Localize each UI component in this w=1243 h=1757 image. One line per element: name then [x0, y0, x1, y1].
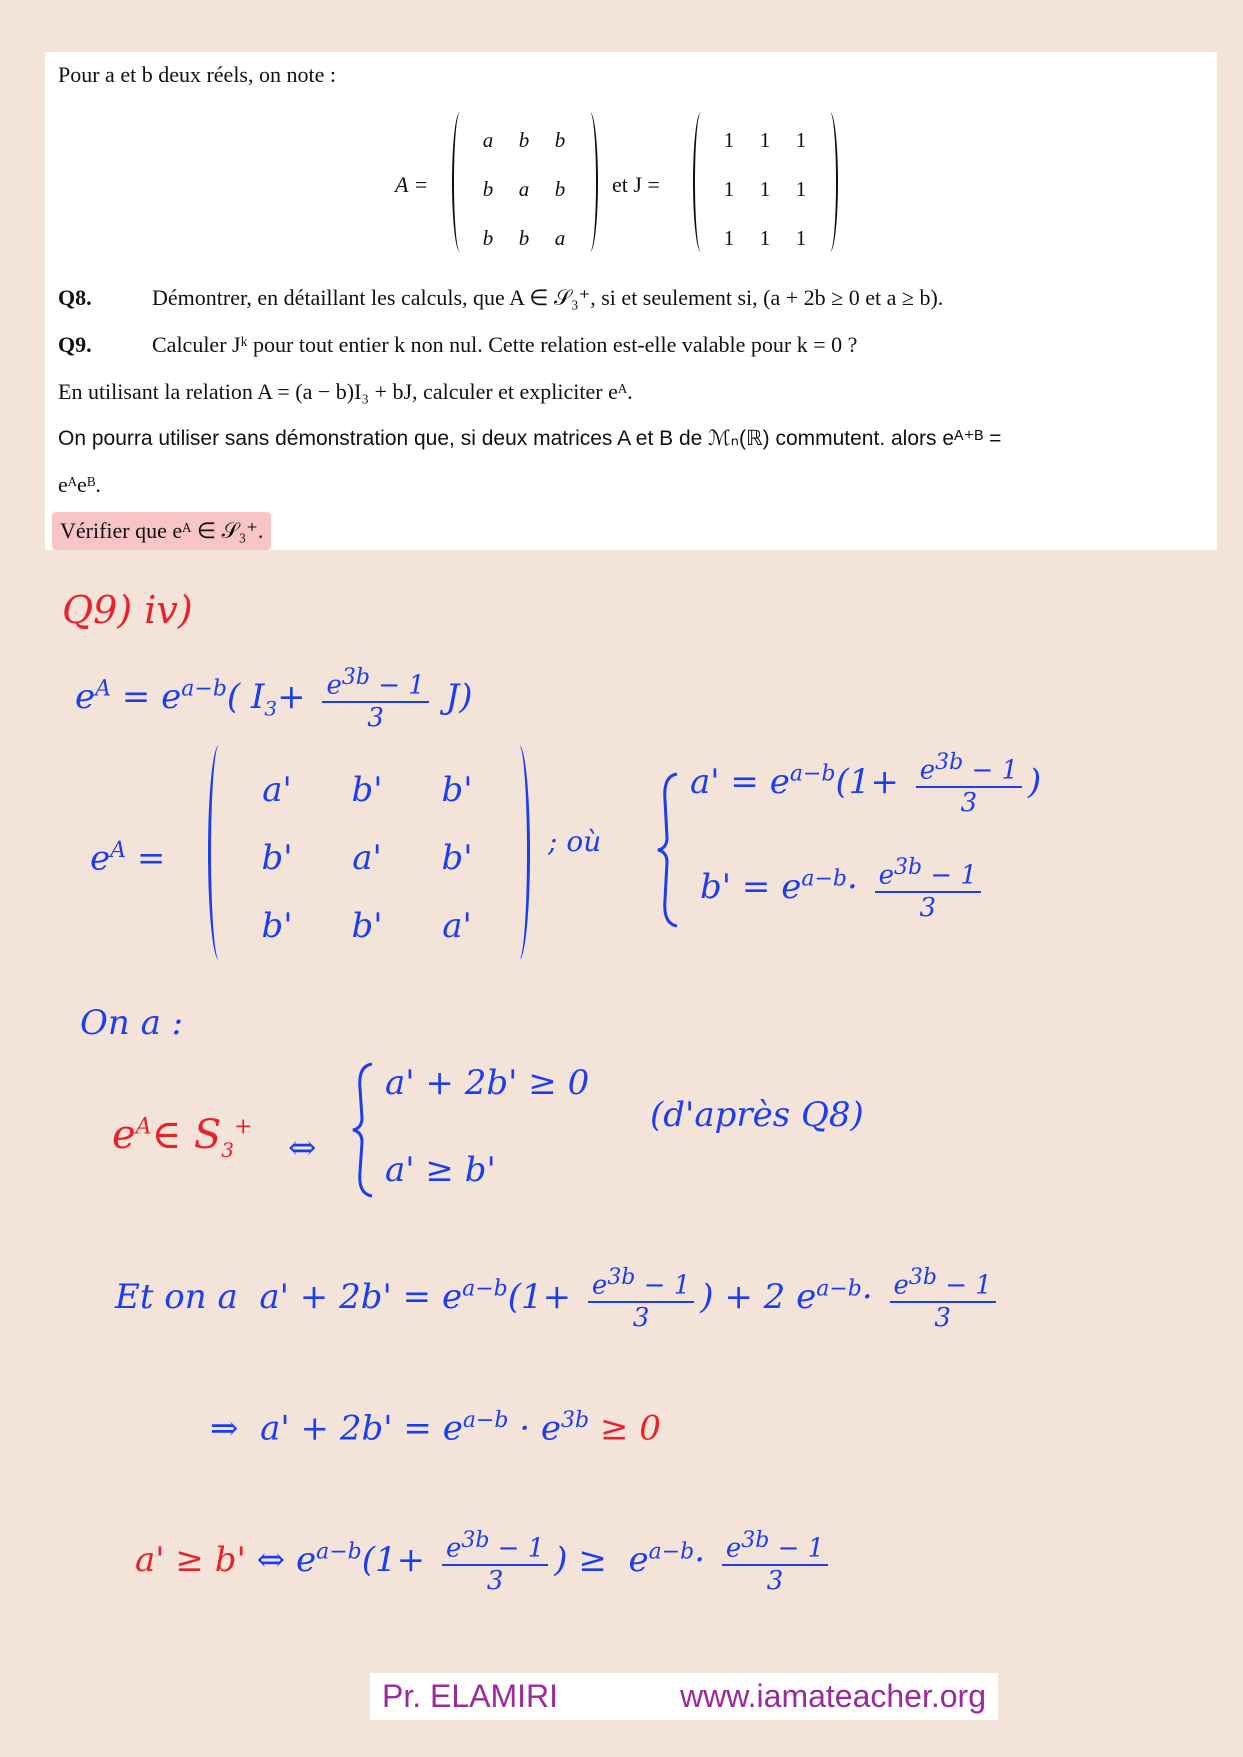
- paren-left: [452, 112, 468, 252]
- hw-sup: a−b: [462, 1276, 508, 1302]
- hw-dot: ·: [861, 1276, 873, 1317]
- hint-text: On pourra utiliser sans démonstration que, si deux matrices A et B de ℳₙ(ℝ) commutent. alors eᴬ⁺ᴮ =: [58, 427, 1002, 450]
- hw-sup: 3b: [461, 1528, 490, 1553]
- hw-plus: +: [277, 676, 306, 717]
- hw-text: Et on a: [115, 1276, 238, 1317]
- hw-dot: ·: [847, 866, 858, 907]
- hw-text: − 1: [635, 1270, 691, 1301]
- matrix-entry: b': [441, 770, 473, 810]
- hw-e: e: [878, 860, 895, 891]
- hw-e: e: [75, 676, 96, 717]
- hw-ea-label: [90, 838, 165, 878]
- matrix-entry: b': [261, 906, 293, 946]
- hw-iff: ⇔: [256, 1539, 286, 1580]
- hw-paren: (: [835, 761, 849, 802]
- matrix-j-label: et J =: [612, 172, 660, 197]
- q9-label: Q9.: [58, 332, 92, 357]
- hw-e: e: [769, 761, 790, 802]
- hw-text: − 1: [769, 1533, 825, 1564]
- relation-text: En utilisant la relation A = (a − b)I₃ + bJ, calculer et expliciter eᴬ.: [58, 379, 633, 404]
- hw-paren: (: [507, 1276, 521, 1317]
- hw-paren: (: [226, 676, 241, 717]
- hint-text-end: eᴬeᴮ.: [58, 472, 101, 497]
- hw-text: 1+: [520, 1276, 572, 1317]
- hw-eq: =: [136, 838, 166, 879]
- footer-banner: [370, 1673, 998, 1720]
- hw-ea-in-s3plus: [112, 1112, 252, 1162]
- matrix-entry: b': [351, 770, 383, 810]
- matrix-entry: 1: [759, 177, 771, 201]
- hw-e: e: [445, 1533, 462, 1564]
- matrix-entry: a: [554, 226, 566, 250]
- q8-label: Q8.: [58, 285, 92, 310]
- hw-den: 3: [934, 1302, 951, 1333]
- hw-e: e: [591, 1270, 608, 1301]
- matrix-a: [470, 128, 578, 251]
- hw-geq: ≥: [578, 1539, 607, 1580]
- hw-b-prime-def: [700, 855, 987, 923]
- hw-sup: 3b: [607, 1265, 636, 1290]
- hw-e: e: [161, 676, 182, 717]
- hw-line-a-geq-b: [135, 1528, 834, 1596]
- hw-e: e: [796, 1276, 817, 1317]
- hw-brace: [350, 1060, 376, 1200]
- hw-e: e: [540, 1408, 562, 1449]
- hw-text: b' =: [700, 866, 771, 907]
- hw-den: 3: [367, 702, 384, 733]
- hw-sup: a−b: [816, 1276, 862, 1302]
- hw-paren-left: [208, 745, 230, 960]
- hw-text: a' =: [690, 761, 759, 802]
- hw-text: 1+: [848, 761, 899, 802]
- hw-e: e: [442, 1408, 463, 1449]
- hw-e: e: [295, 1539, 317, 1580]
- hw-text: 2: [763, 1276, 786, 1317]
- matrix-entry: a': [352, 838, 382, 878]
- hw-sup: A: [110, 838, 127, 863]
- hw-text: − 1: [963, 755, 1019, 786]
- highlighted-task: Vérifier que eᴬ ∈ 𝒮₃⁺.: [52, 512, 271, 550]
- hw-sup: 3b: [908, 1265, 937, 1290]
- matrix-entry: 1: [759, 128, 771, 152]
- website-link[interactable]: www.iamateacher.org: [680, 1678, 986, 1714]
- matrix-entry: b: [482, 226, 494, 250]
- hw-sup: 3b: [341, 665, 370, 690]
- hw-text: − 1: [922, 860, 977, 891]
- hw-geq-zero: ≥ 0: [599, 1408, 661, 1449]
- hw-fraction: [875, 855, 981, 923]
- hw-paren-right: [508, 745, 530, 960]
- hw-den: 3: [919, 892, 937, 923]
- hw-e: e: [441, 1276, 463, 1317]
- hw-sup: a−b: [316, 1539, 362, 1565]
- hw-line-et-on-a: [115, 1265, 1002, 1333]
- hw-e: e: [893, 1270, 909, 1301]
- hw-fraction: [442, 1528, 548, 1596]
- paren-left: [693, 112, 709, 252]
- hw-plus: +: [724, 1276, 753, 1317]
- hw-j: J: [445, 676, 460, 717]
- hw-text: a' + 2b' =: [259, 1276, 432, 1317]
- hw-system-line-2: a' ≥ b': [385, 1150, 496, 1190]
- hw-text: a' + 2b' =: [260, 1408, 432, 1449]
- matrix-entry: a: [482, 128, 494, 152]
- hw-sup: 3b: [935, 750, 964, 775]
- hw-e: e: [112, 1112, 136, 1158]
- hw-sup: a−b: [801, 866, 847, 892]
- matrix-entry: 1: [795, 226, 807, 250]
- matrix-entry: 1: [723, 128, 735, 152]
- intro-text: Pour a et b deux réels, on note :: [58, 62, 336, 87]
- hw-e: e: [781, 866, 802, 907]
- hw-e: e: [919, 755, 936, 786]
- hw-dapres-q8: (d'après Q8): [650, 1095, 864, 1135]
- matrix-entry: b: [518, 128, 530, 152]
- hw-dot: ·: [519, 1408, 531, 1449]
- paren-right: [822, 112, 838, 252]
- hw-fraction: [722, 1528, 828, 1596]
- hw-den: 3: [632, 1302, 650, 1333]
- hw-e: e: [725, 1533, 742, 1564]
- matrix-entry: 1: [723, 226, 735, 250]
- hw-implies: ⇒: [210, 1408, 239, 1449]
- author-name: Pr. ELAMIRI: [382, 1678, 559, 1714]
- hw-i: I: [250, 676, 265, 717]
- matrix-entry: b: [482, 177, 494, 201]
- matrix-entry: 1: [795, 177, 807, 201]
- hw-sup: 3b: [894, 855, 923, 880]
- hw-paren: ): [554, 1539, 568, 1580]
- hw-paren: ): [459, 676, 473, 717]
- hw-den: 3: [960, 787, 978, 818]
- matrix-entry: b: [518, 226, 530, 250]
- hw-fraction: [322, 665, 428, 733]
- hw-line-implies: [210, 1408, 661, 1448]
- hw-text: 1+: [375, 1539, 426, 1580]
- hw-sup: a−b: [648, 1539, 695, 1565]
- matrix-entry: 1: [795, 128, 807, 152]
- matrix-entry: b': [261, 838, 293, 878]
- hw-den: 3: [486, 1565, 504, 1596]
- hw-ou: ; où: [548, 825, 602, 858]
- hw-dot: ·: [694, 1539, 706, 1580]
- hw-sup: 3b: [561, 1408, 590, 1433]
- matrix-entry: b': [351, 906, 383, 946]
- hw-eq: =: [121, 676, 151, 717]
- hw-system-line-1: a' + 2b' ≥ 0: [385, 1063, 590, 1103]
- matrix-entry: a': [442, 906, 472, 946]
- hw-sup: 3b: [741, 1528, 770, 1553]
- hw-paren: (: [361, 1539, 375, 1580]
- hw-sub: 3: [221, 1138, 235, 1162]
- hw-e: e: [326, 670, 342, 701]
- hw-a-prime-def: [690, 750, 1041, 818]
- hw-brace: [655, 770, 681, 930]
- hw-fraction: [916, 750, 1022, 818]
- hw-sup: +: [234, 1114, 253, 1140]
- hw-title: Q9) iv): [62, 588, 193, 632]
- q9-text: Calculer Jᵏ pour tout entier k non nul. Cette relation est-elle valable pour k = 0 ?: [152, 332, 858, 357]
- hw-sup: a−b: [181, 676, 227, 702]
- matrix-entry: b: [554, 128, 566, 152]
- hw-e: e: [90, 838, 111, 879]
- hw-on-a: On a :: [80, 1003, 184, 1043]
- matrix-entry: b: [554, 177, 566, 201]
- hw-sup: a−b: [789, 761, 836, 787]
- hw-text: − 1: [489, 1533, 545, 1564]
- hw-paren: ): [1028, 761, 1042, 802]
- hw-text: − 1: [936, 1270, 992, 1301]
- q8-text: Démontrer, en détaillant les calculs, que A ∈ 𝒮₃⁺, si et seulement si, (a + 2b ≥ 0 et a ≥ b).: [152, 285, 944, 310]
- hw-text: ∈ S: [151, 1112, 222, 1158]
- hw-den: 3: [766, 1565, 784, 1596]
- hw-matrix-ea: [232, 770, 502, 946]
- hw-paren: ): [700, 1276, 714, 1317]
- matrix-entry: 1: [759, 226, 771, 250]
- matrix-j: [711, 128, 819, 251]
- matrix-entry: a': [262, 770, 292, 810]
- hw-iff: ⇔: [288, 1128, 317, 1168]
- matrix-entry: a: [518, 177, 530, 201]
- hw-fraction: [890, 1265, 996, 1333]
- hw-text: a' ≥ b': [135, 1539, 246, 1580]
- hw-sup: A: [135, 1114, 152, 1140]
- hw-line-exp-formula: [75, 665, 473, 733]
- matrix-entry: 1: [723, 177, 735, 201]
- hw-text: − 1: [369, 670, 425, 701]
- hw-sup: a−b: [462, 1408, 509, 1433]
- hw-fraction: [588, 1265, 694, 1333]
- matrix-a-label: A =: [395, 172, 429, 197]
- paren-right: [582, 112, 598, 252]
- hw-sub: 3: [264, 696, 278, 721]
- hw-e: e: [628, 1539, 649, 1580]
- hw-sup: A: [95, 676, 112, 702]
- matrix-entry: b': [441, 838, 473, 878]
